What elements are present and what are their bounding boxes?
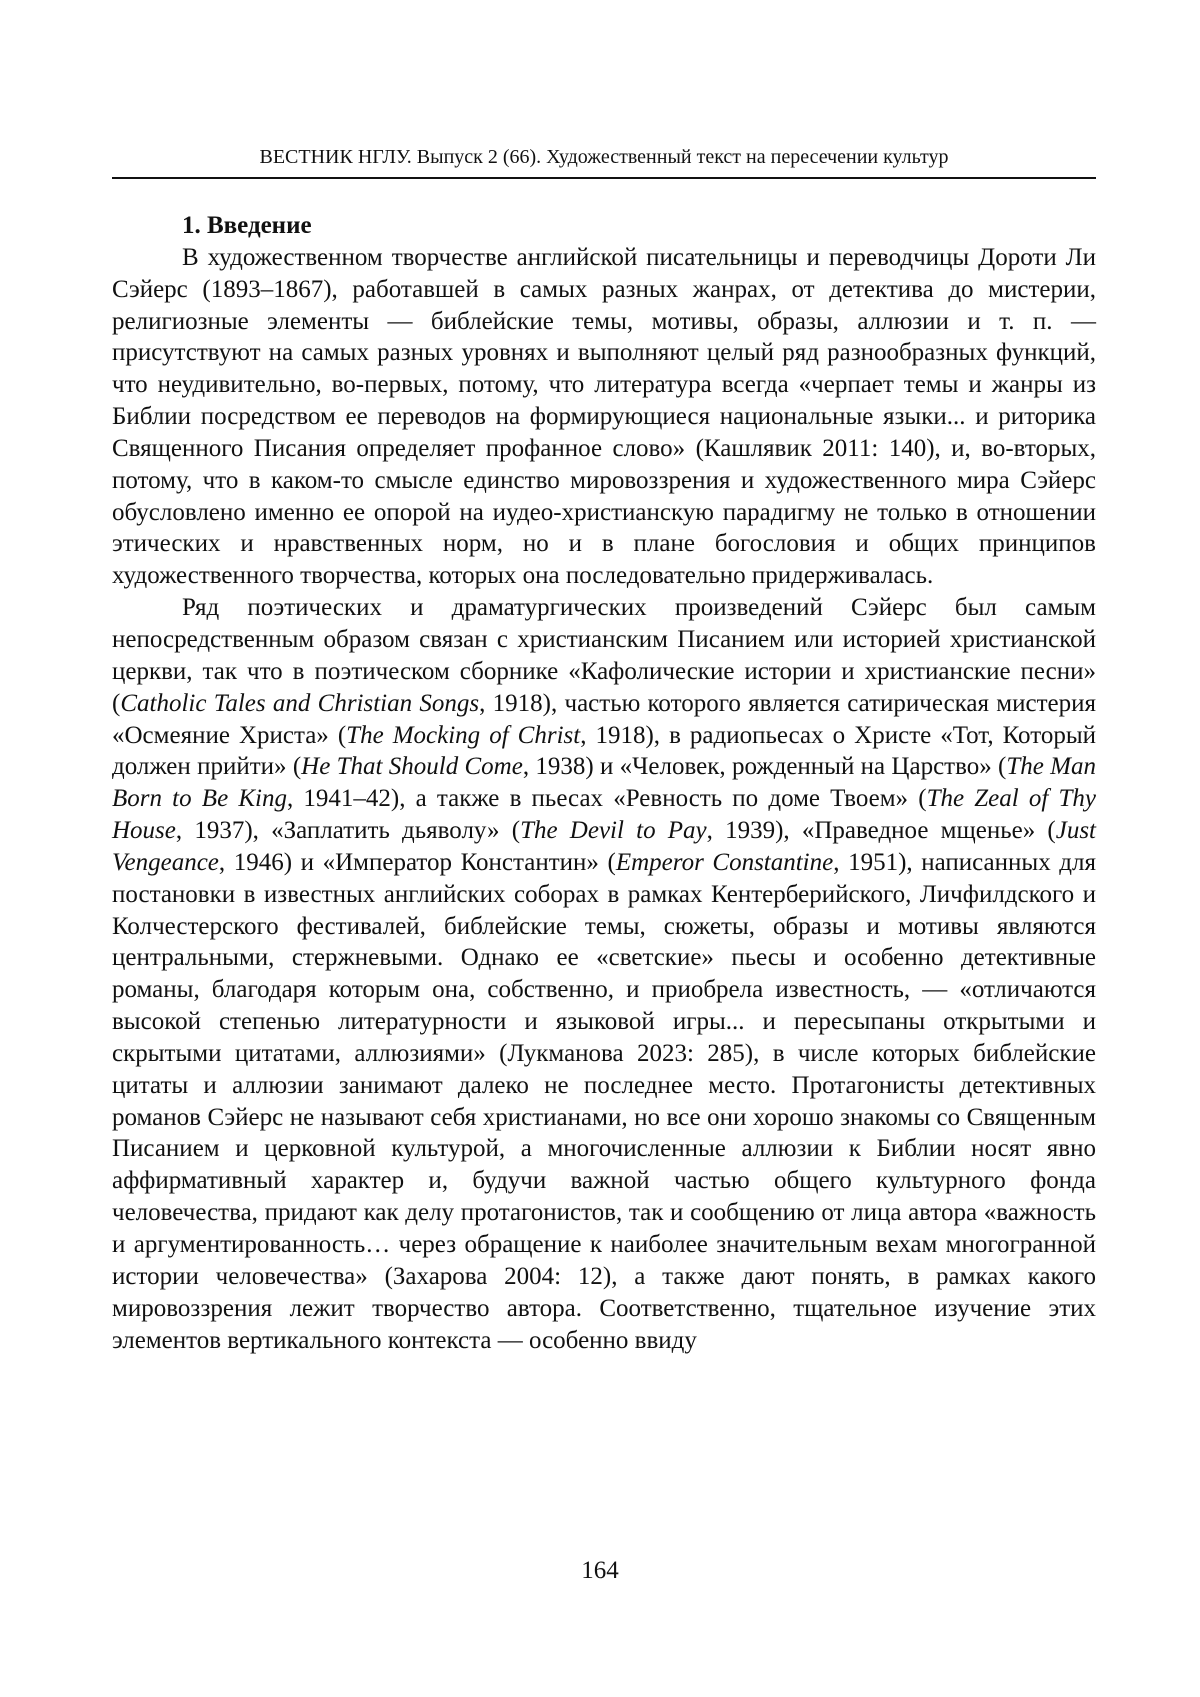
text-run: , 1951), написанных для постановки в известных английских соборах в рамках Кентерберийского, Личфилдского и Колчестерского фестивалей, библейские темы, сюжеты, образы и мотивы являются центральными, стержневыми. Однако ее «светские» пьесы и особенно детективные романы, благодаря которым она, собственно, и приобрела известность, — «отличаются высокой степенью литературности и языковой игры... и пересыпаны открытыми и скрытыми цитатами, аллюзиями» (Лукманова 2023: 285), в числе которых библейские цитаты и аллюзии занимают далеко не последнее место. Протагонисты детективных романов Сэйерс не называют себя христианами, но все они хорошо знакомы со Священным Писанием и церковной культурой, а многочисленные аллюзии к Библии носят явно аффирмативный характер и, будучи важной частью общего культурного фонда человечества, придают как делу протагонистов, так и сообщению от лица автора «важность и аргументированность… через обращение к наиболее значительным вехам многогранной истории человечества» (Захарова 2004: 12), а также дают понять, в рамках какого мировоззрения лежит творчество автора. Соответственно, тщательное изучение этих элементов вертикального контекста — особенно ввиду xyxy=(112,849,1096,1354)
english-title: He That Should Come xyxy=(301,753,523,780)
english-title: Emperor Constantine xyxy=(616,849,833,876)
text-run: Ряд поэтических и драматургических произведений Сэйерс был самым непосредственным образом связан с христианским Писанием или историей христианской церкви, так что в поэтическом сборнике «Кафолические истории и христианские песни» ( xyxy=(112,594,1096,717)
text-run: , 1918), в радиопьесах о Христе «Тот, Который должен прийти» ( xyxy=(112,722,1096,781)
body-text xyxy=(112,210,1096,1356)
text-run: , 1939), «Праведное мщенье» ( xyxy=(707,817,1056,844)
document-page xyxy=(0,0,1200,1697)
english-title: The Mocking of Christ xyxy=(346,722,580,749)
text-run: , 1937), «Заплатить дьяволу» ( xyxy=(176,817,520,844)
text-run: , 1918), частью которого является сатирическая мистерия «Осмеяние Христа» ( xyxy=(112,690,1096,749)
page-number: 164 xyxy=(0,1556,1200,1586)
paragraph: В художественном творчестве английской писательницы и переводчицы Дороти Ли Сэйерс (1893–1867), работавшей в самых разных жанрах, от детектива до мистерии, религиозные элементы — библейские темы, мотивы, образы, аллюзии и т. п. — присутствуют на самых разных уровнях и выполняют целый ряд разнообразных функций, что неудивительно, во-первых, потому, что литература всегда «черпает темы и жанры из Библии посредством ее переводов на формирующиеся национальные языки... и риторика Священного Писания определяет профанное слово» (Кашлявик 2011: 140), и, во-вторых, потому, что в каком-то смысле единство мировоззрения и художественного мира Сэйерс обусловлено именно ее опорой на иудео-христианскую парадигму не только в отношении этических и нравственных норм, но и в плане богословия и общих принципов художественного творчества, которых она последовательно придерживалась. xyxy=(112,242,1096,592)
english-title: Catholic Tales and Christian Songs xyxy=(120,690,479,717)
english-title: Just Vengeance xyxy=(112,817,1096,876)
english-title: The Man Born to Be King xyxy=(112,753,1096,812)
english-title: The Devil to Pay xyxy=(520,817,707,844)
section-heading: 1. Введение xyxy=(112,210,1096,242)
text-run: , 1946) и «Император Константин» ( xyxy=(219,849,616,876)
text-run: , 1938) и «Человек, рожденный на Царство» ( xyxy=(523,753,1007,780)
running-header: ВЕСТНИК НГЛУ. Выпуск 2 (66). Художественный текст на пересечении культур xyxy=(112,145,1096,169)
paragraph xyxy=(112,592,1096,1356)
text-run: , 1941–42), а также в пьесах «Ревность по доме Твоем» ( xyxy=(287,785,927,812)
english-title: The Zeal of Thy House xyxy=(112,785,1096,844)
header-rule xyxy=(112,177,1096,179)
